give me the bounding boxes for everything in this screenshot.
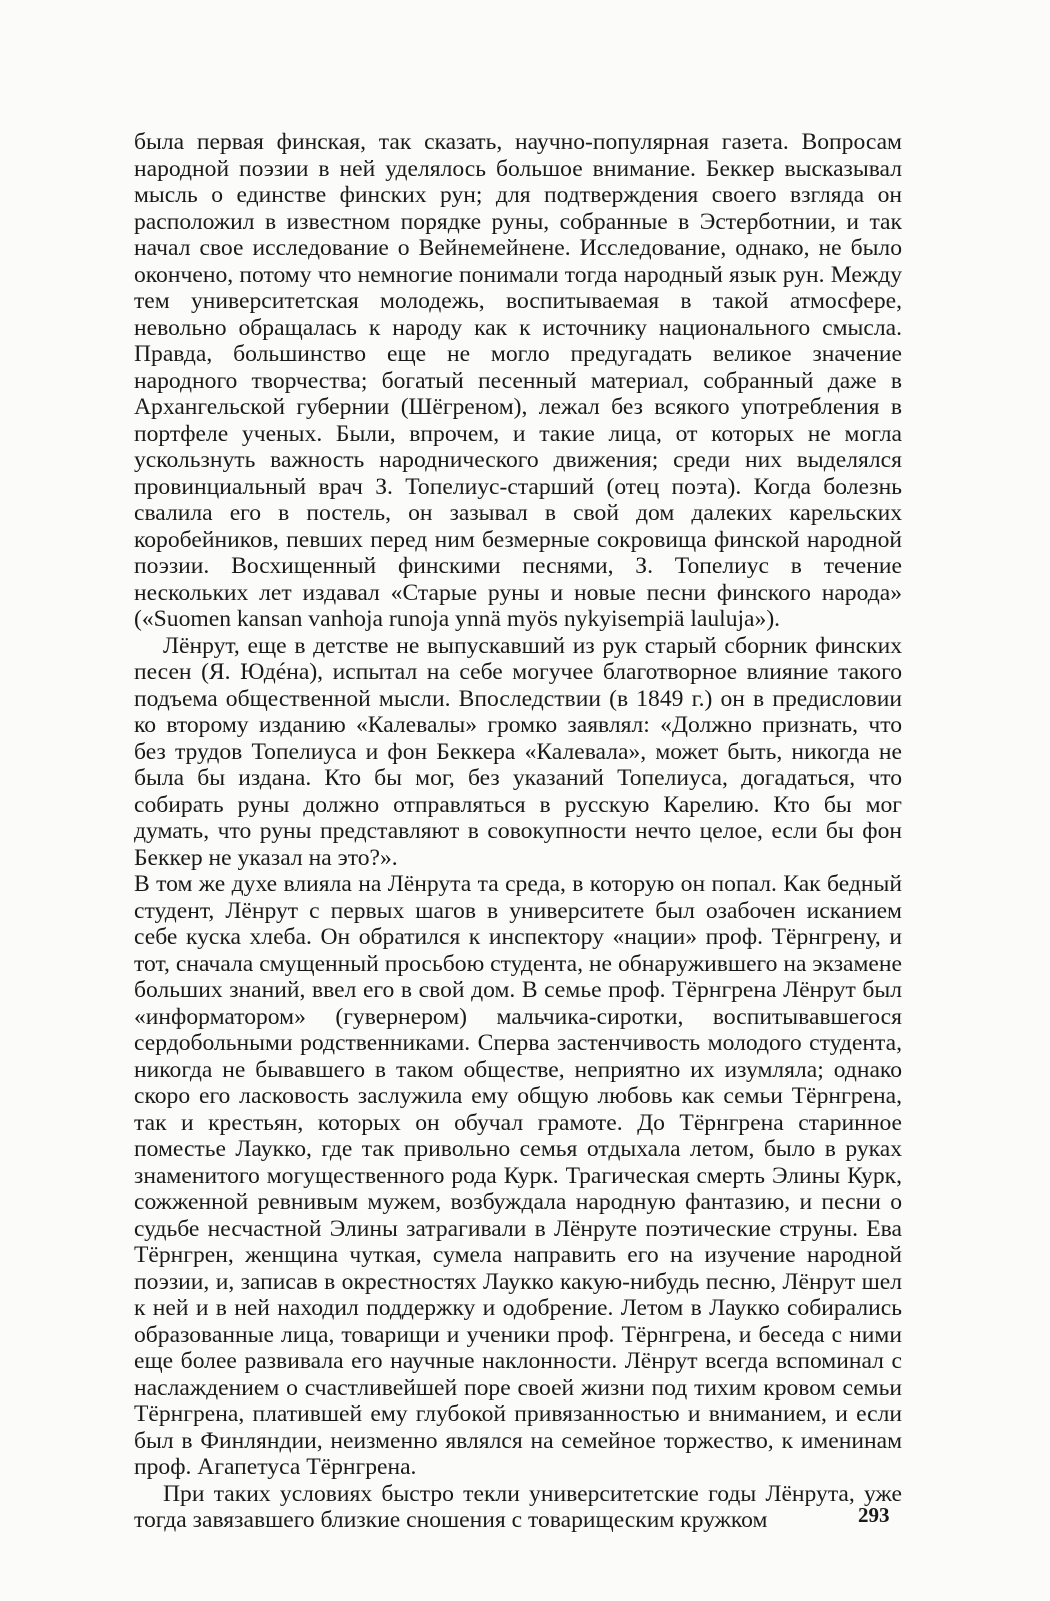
body-text — [134, 129, 902, 1534]
paragraph-3: В том же духе влияла на Лёнрута та среда, в которую он попал. Как бедный студент, Лёнрут с первых шагов в университете был озабочен исканием себе куска хлеба. Он обратился к инспектору «нации» проф. Тёрнгрену, и тот, сначала смущенный просьбою студента, не обнаружившего на экзамене больших знаний, ввел его в свой дом. В семье проф. Тёрнгрена Лёнрут был «информатором» (гувернером) мальчика-сиротки, воспитывавшегося сердобольными родственниками. Сперва застенчивость молодого студента, никогда не бывавшего в таком обществе, неприятно их изумляла; однако скоро его ласковость заслужила ему общую любовь как семьи Тёрнгрена, так и крестьян, которых он обучал грамоте. До Тёрнгрена старинное поместье Лаукко, где так привольно семья отдыхала летом, было в руках знаменитого могущественного рода Курк. Трагическая смерть Элины Курк, сожженной ревнивым мужем, возбуждала народную фантазию, и песни о судьбе несчастной Элины затрагивали в Лёнруте поэтические струны. Ева Тёрнгрен, женщина чуткая, сумела направить его на изучение народной поэзии, и, записав в окрестностях Лаукко какую-нибудь песню, Лёнрут шел к ней и в ней находил поддержку и одобрение. Летом в Лаукко собирались образованные лица, товарищи и ученики проф. Тёрнгрена, и беседа с ними еще более развивала его научные наклонности. Лёнрут всегда вспоминал с наслаждением о счастливейшей поре своей жизни под тихим кровом семьи Тёрнгрена, платившей ему глубокой привязанностью и вниманием, и если был в Финляндии, неизменно являлся на семейное торжество, к именинам проф. Агапетуса Тёрнгрена. — [134, 871, 902, 1480]
paragraph-1: была первая финская, так сказать, научно-популярная газета. Вопросам народной поэзии в ней уделялось большое внимание. Беккер высказывал мысль о единстве финских рун; для подтверждения своего взгляда он расположил в известном порядке руны, собранные в Эстерботнии, и так начал свое исследование о Вейнемейнене. Исследование, однако, не было окончено, потому что немногие понимали тогда народный язык рун. Между тем университетская молодежь, воспитываемая в такой атмосфере, невольно обращалась к народу как к источнику национального смысла. Правда, большинство еще не могло предугадать великое значение народного творчества; богатый песенный материал, собранный даже в Архангельской губернии (Шёгреном), лежал без всякого употребления в портфеле ученых. Были, впрочем, и такие лица, от которых не могла ускользнуть важность народнического движения; среди них выделялся провинциальный врач З. Топелиус-старший (отец поэта). Когда болезнь свалила его в постель, он зазывал в свой дом далеких карельских коробейников, певших перед ним безмерные сокровища финской народной поэзии. Восхищенный финскими песнями, З. Топелиус в течение нескольких лет издавал «Старые руны и новые песни финского народа» («Suomen kansan vanhoja runoja ynnä myös nykyisempiä lauluja»). — [134, 129, 902, 632]
paragraph-2: Лёнрут, еще в детстве не выпускавший из рук старый сборник финских песен (Я. Юдéна), испытал на себе могучее благотворное влияние такого подъема общественной мысли. Впоследствии (в 1849 г.) он в предисловии ко второму изданию «Калевалы» громко заявлял: «Должно признать, что без трудов Топелиуса и фон Беккера «Калевала», может быть, никогда не была бы издана. Кто бы мог, без указаний Топелиуса, догадаться, что собирать руны должно отправляться в русскую Карелию. Кто бы мог думать, что руны представляют в совокупности нечто целое, если бы фон Беккер не указал на это?». — [134, 632, 902, 871]
paragraph-4: При таких условиях быстро текли университетские годы Лёнрута, уже тогда завязавшего близкие сношения с товарищеским кружком — [134, 1480, 902, 1533]
page-number: 293 — [858, 1503, 890, 1527]
